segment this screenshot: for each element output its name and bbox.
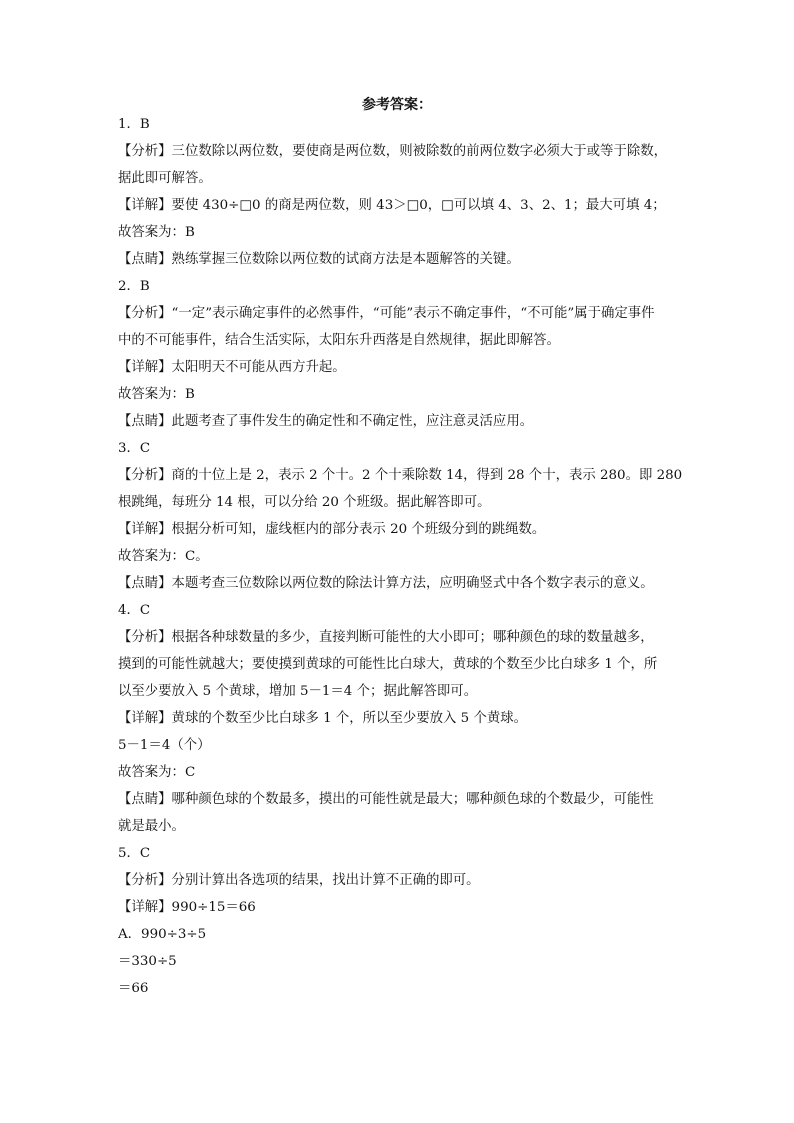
- detail-text: 【详解】根据分析可知，虚线框内的部分表示 20 个班级分到的跳绳数。: [118, 522, 546, 537]
- analysis-text: 【分析】分别计算出各选项的结果，找出计算不正确的即可。: [118, 873, 480, 888]
- question-number: 2．B: [118, 279, 150, 294]
- equation-text: ＝330÷5: [118, 954, 177, 969]
- comment-text: 【点睛】本题考查三位数除以两位数的除法计算方法，应明确竖式中各个数字表示的意义。: [118, 576, 654, 591]
- comment-text: 【点睛】熟练掌握三位数除以两位数的试商方法是本题解答的关键。: [118, 252, 520, 267]
- comment-text: 【点睛】此题考查了事件发生的确定性和不确定性，应注意灵活应用。: [118, 414, 534, 429]
- answer-text: 故答案为：B: [118, 225, 195, 240]
- analysis-text: 据此即可解答。: [118, 171, 212, 186]
- analysis-text: 摸到的可能性就越大；要使摸到黄球的可能性比白球大，黄球的个数至少比白球多 1 个，所: [118, 657, 658, 672]
- analysis-text: 中的不可能事件，结合生活实际，太阳东升西落是自然规律，据此即解答。: [118, 333, 560, 348]
- question-number: 4．C: [118, 603, 151, 618]
- comment-text: 【点睛】哪种颜色球的个数最多，摸出的可能性就是最大；哪种颜色球的个数最少，可能性: [118, 792, 654, 807]
- analysis-text: 根跳绳，每班分 14 根，可以分给 20 个班级。据此解答即可。: [118, 495, 491, 510]
- analysis-text: 【分析】商的十位上是 2，表示 2 个十。2 个十乘除数 14，得到 28 个十，表示 280。即 280: [118, 468, 683, 483]
- answer-text: 故答案为：C: [118, 765, 196, 780]
- analysis-text: 【分析】三位数除以两位数，要使商是两位数，则被除数的前两位数字必须大于或等于除数，: [118, 144, 668, 159]
- detail-text: 【详解】990÷15＝66: [118, 900, 256, 915]
- analysis-text: 【分析】“一定”表示确定事件的必然事件，“可能”表示不确定事件，“不可能”属于确定事件: [118, 306, 655, 321]
- detail-text: 【详解】黄球的个数至少比白球多 1 个，所以至少要放入 5 个黄球。: [118, 711, 528, 726]
- answer-text: 故答案为：C。: [118, 549, 209, 564]
- question-number: 5．C: [118, 846, 151, 861]
- question-number: 1．B: [118, 117, 150, 132]
- analysis-text: 【分析】根据各种球数量的多少，直接判断可能性的大小即可；哪种颜色的球的数量越多，: [118, 630, 654, 645]
- detail-text: 【详解】太阳明天不可能从西方升起。: [118, 360, 346, 375]
- analysis-text: 以至少要放入 5 个黄球，增加 5－1＝4 个；据此解答即可。: [118, 684, 478, 699]
- equation-text: ＝66: [118, 981, 149, 996]
- equation-text: 5－1＝4（个）: [118, 738, 211, 753]
- detail-text: 【详解】要使 430÷□0 的商是两位数，则 43＞□0，□可以填 4、3、2、1；最大可填 4；: [118, 198, 666, 213]
- answer-text: 故答案为：B: [118, 387, 195, 402]
- comment-text: 就是最小。: [118, 819, 185, 834]
- question-number: 3．C: [118, 441, 151, 456]
- page-title: 参考答案：: [362, 97, 432, 113]
- option-text: A．990÷3÷5: [118, 927, 207, 942]
